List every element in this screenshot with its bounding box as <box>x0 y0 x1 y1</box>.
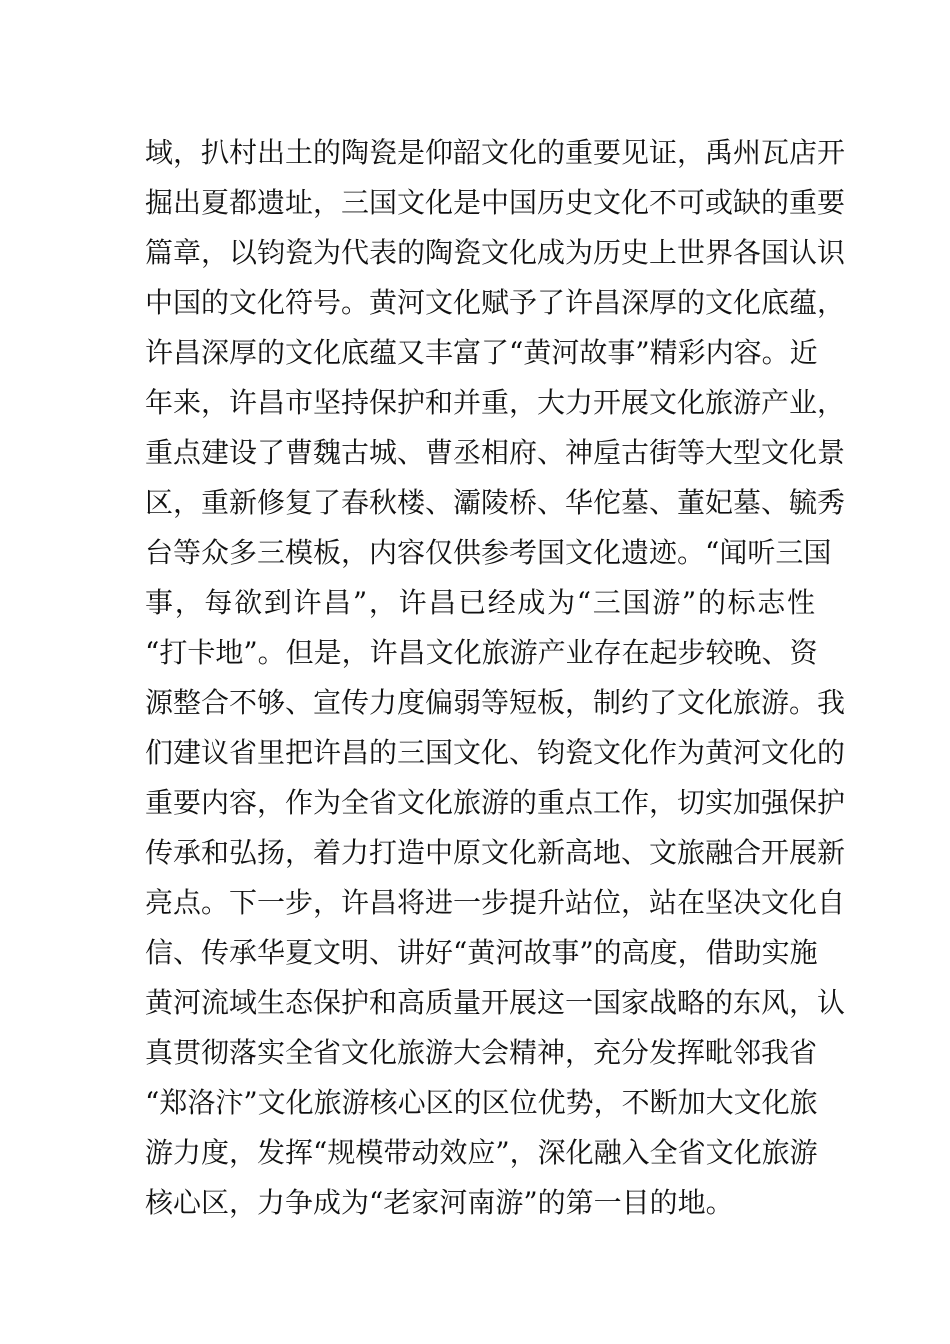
text-line: 黄河流域生态保护和高质量开展这一国家战略的东风，认 <box>145 986 846 1019</box>
text-line: 区，重新修复了春秋楼、灞陵桥、华佗墓、董妃墓、毓秀 <box>145 486 846 519</box>
text-line: 重要内容，作为全省文化旅游的重点工作，切实加强保护 <box>145 786 846 819</box>
body-paragraph <box>145 128 846 1228</box>
text-line: 传承和弘扬，着力打造中原文化新高地、文旅融合开展新 <box>145 836 846 869</box>
text-line: 重点建设了曹魏古城、曹丞相府、神垕古街等大型文化景 <box>145 436 846 469</box>
text-line: 游力度，发挥“规模带动效应”，深化融入全省文化旅游 <box>145 1136 818 1169</box>
text-line: “郑洛汴”文化旅游核心区的区位优势，不断加大文化旅 <box>145 1086 818 1119</box>
text-line: 事，每欲到许昌”，许昌已经成为“三国游”的标志性 <box>145 586 815 619</box>
text-line: 年来，许昌市坚持保护和并重，大力开展文化旅游产业， <box>145 386 846 419</box>
text-line: 源整合不够、宣传力度偏弱等短板，制约了文化旅游。我 <box>145 686 846 719</box>
text-line: 篇章，以钧瓷为代表的陶瓷文化成为历史上世界各国认识 <box>145 236 846 269</box>
text-line: 域，扒村出土的陶瓷是仰韶文化的重要见证，禹州瓦店开 <box>145 136 846 169</box>
text-line: 台等众多三模板，内容仅供参考国文化遗迹。“闻听三国 <box>145 536 832 569</box>
text-line: 真贯彻落实全省文化旅游大会精神，充分发挥毗邻我省 <box>145 1036 818 1069</box>
text-line: 核心区，力争成为“老家河南游”的第一目的地。 <box>145 1186 734 1219</box>
text-line: 掘出夏都遗址，三国文化是中国历史文化不可或缺的重要 <box>145 186 846 219</box>
text-line: 信、传承华夏文明、讲好“黄河故事”的高度，借助实施 <box>145 936 818 969</box>
text-line: 亮点。下一步，许昌将进一步提升站位，站在坚决文化自 <box>145 886 846 919</box>
text-line: 中国的文化符号。黄河文化赋予了许昌深厚的文化底蕴， <box>145 286 846 319</box>
text-line: 们建议省里把许昌的三国文化、钧瓷文化作为黄河文化的 <box>145 736 846 769</box>
text-line: “打卡地”。但是，许昌文化旅游产业存在起步较晚、资 <box>145 636 818 669</box>
text-line: 许昌深厚的文化底蕴又丰富了“黄河故事”精彩内容。近 <box>145 336 818 369</box>
